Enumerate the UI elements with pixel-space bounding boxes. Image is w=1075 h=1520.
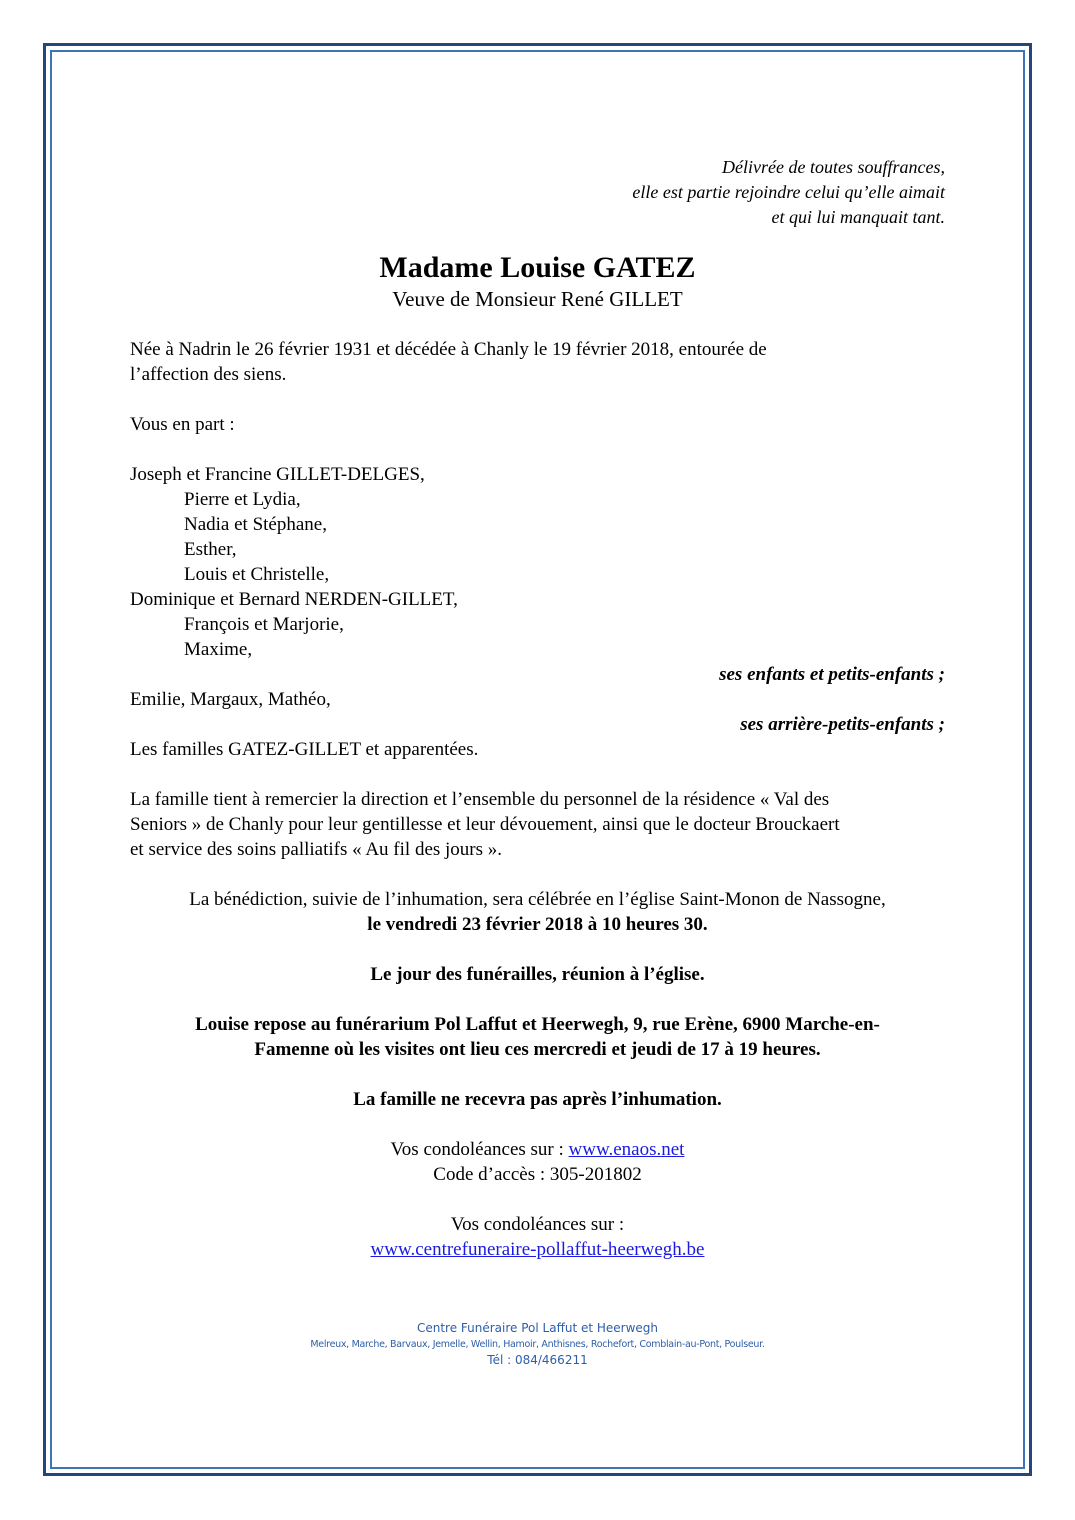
condolences-label: Vos condoléances sur :	[450, 1214, 625, 1235]
grandchild-name: François et Marjorie,	[184, 614, 344, 635]
condolences-funeral-center	[130, 1212, 945, 1262]
ceremony-date: le vendredi 23 février 2018 à 10 heures 30.	[367, 914, 708, 935]
ceremony-info	[130, 887, 945, 937]
great-grandchildren-label: ses arrière-petits-enfants ;	[740, 714, 945, 735]
children-label: ses enfants et petits-enfants ;	[719, 664, 945, 685]
repose-info	[130, 1012, 945, 1062]
grandchild-name: Maxime,	[184, 639, 253, 660]
repose-line: Famenne où les visites ont lieu ces mercredi et jeudi de 17 à 19 heures.	[254, 1039, 821, 1060]
thanks-line: et service des soins palliatifs « Au fil des jours ».	[130, 839, 503, 860]
grandchild-name: Nadia et Stéphane,	[184, 514, 327, 535]
footer-phone: Tél : 084/466211	[487, 1353, 588, 1367]
access-code: Code d’accès : 305-201802	[433, 1164, 642, 1185]
deceased-name: Madame Louise GATEZ	[379, 251, 696, 284]
ceremony-line: La bénédiction, suivie de l’inhumation, sera célébrée en l’église Saint-Monon de Nassogne,	[189, 889, 886, 910]
condolences-label: Vos condoléances sur :	[390, 1139, 569, 1160]
great-grandchildren-names: Emilie, Margaux, Mathéo,	[130, 689, 331, 710]
funeral-center-link[interactable]: www.centrefuneraire-pollaffut-heerwegh.be	[370, 1239, 705, 1260]
footer	[130, 1320, 945, 1369]
thanks-line: La famille tient à remercier la direction et l’ensemble du personnel de la résidence « Val des	[130, 789, 830, 810]
epigraph-line: et qui lui manquait tant.	[771, 207, 945, 227]
birth-death-info	[130, 337, 945, 387]
repose-line: Louise repose au funérarium Pol Laffut et Heerwegh, 9, rue Erène, 6900 Marche-en-	[195, 1014, 880, 1035]
enaos-link[interactable]: www.enaos.net	[568, 1139, 685, 1160]
epigraph	[130, 155, 945, 230]
child-name: Joseph et Francine GILLET-DELGES,	[130, 464, 425, 485]
obituary-content	[130, 155, 945, 1262]
family-list	[130, 462, 945, 762]
footer-locations: Melreux, Marche, Barvaux, Jemelle, Wellin, Hamoir, Anthisnes, Rochefort, Comblain-au-Pont, Poulseur.	[310, 1339, 765, 1350]
grandchild-name: Pierre et Lydia,	[184, 489, 301, 510]
grandchild-name: Esther,	[184, 539, 237, 560]
related-families: Les familles GATEZ-GILLET et apparentées.	[130, 739, 479, 760]
child-name: Dominique et Bernard NERDEN-GILLET,	[130, 589, 458, 610]
birth-death-line: l’affection des siens.	[130, 364, 287, 385]
grandchild-name: Louis et Christelle,	[184, 564, 330, 585]
widow-of: Veuve de Monsieur René GILLET	[392, 287, 683, 311]
thanks-line: Seniors » de Chanly pour leur gentillesse et leur dévouement, ainsi que le docteur Brouckaert	[130, 814, 840, 835]
footer-company: Centre Funéraire Pol Laffut et Heerwegh	[416, 1321, 659, 1335]
birth-death-line: Née à Nadrin le 26 février 1931 et décédée à Chanly le 19 février 2018, entourée de	[130, 339, 767, 360]
thanks-paragraph	[130, 787, 945, 862]
condolences-line	[130, 1137, 945, 1162]
epigraph-line: Délivrée de toutes souffrances,	[722, 157, 945, 177]
condolences-enaos	[130, 1137, 945, 1187]
meeting-info: Le jour des funérailles, réunion à l’église.	[370, 964, 705, 985]
intro-text: Vous en part :	[130, 414, 235, 435]
no-reception-note: La famille ne recevra pas après l’inhumation.	[353, 1089, 722, 1110]
epigraph-line: elle est partie rejoindre celui qu’elle aimait	[632, 182, 945, 202]
